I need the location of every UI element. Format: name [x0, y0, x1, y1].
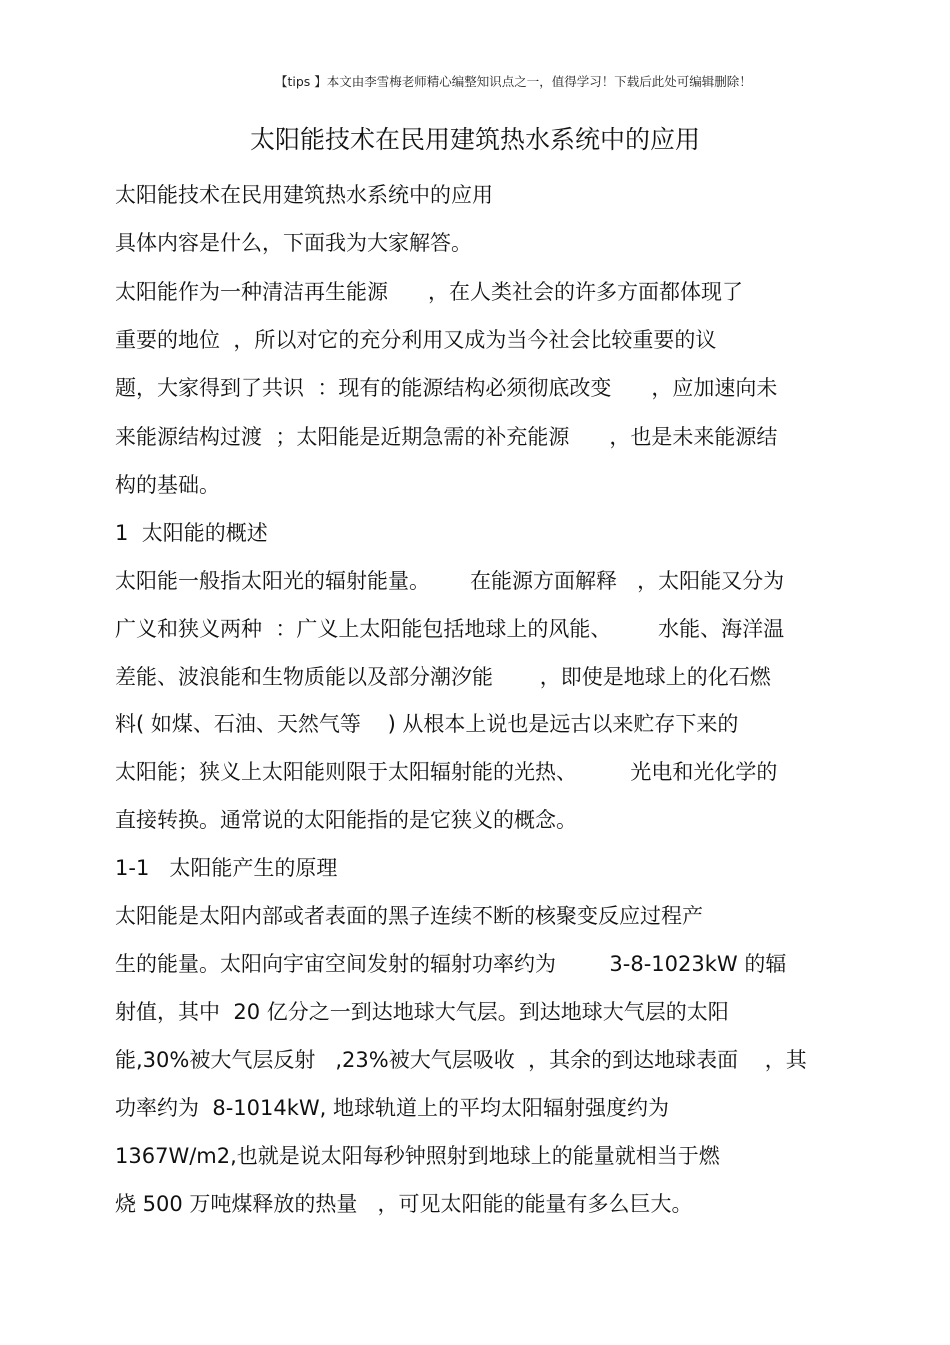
text-line: 直接转换。通常说的太阳能指的是它狭义的概念。 — [115, 808, 577, 832]
text-line: 1367W/m2,也就是说太阳每秒钟照射到地球上的能量就相当于燃 — [115, 1144, 720, 1168]
text-line: 题，大家得到了共识 ：现有的能源结构必须彻底改变 ，应加速向未 — [115, 376, 778, 400]
text-line: 太阳能一般指太阳光的辐射能量。 在能源方面解释 ，太阳能又分为 — [115, 569, 785, 593]
text-line: 重要的地位 ，所以对它的充分利用又成为当今社会比较重要的议 — [115, 328, 717, 352]
text-line: 料( 如煤、石油、天然气等 ) 从根本上说也是远古以来贮存下来的 — [115, 712, 739, 736]
text-line: 来能源结构过渡 ；太阳能是近期急需的补充能源 ，也是未来能源结 — [115, 425, 778, 449]
text-line: 差能、波浪能和生物质能以及部分潮汐能 ，即使是地球上的化石燃 — [115, 665, 771, 689]
text-line: 太阳能技术在民用建筑热水系统中的应用 — [115, 183, 493, 207]
text-line: 构的基础。 — [115, 473, 220, 497]
text-line: 具体内容是什么，下面我为大家解答。 — [115, 231, 472, 255]
section-heading: 1-1 太阳能产生的原理 — [115, 856, 338, 880]
text-line: 太阳能是太阳内部或者表面的黑子连续不断的核聚变反应过程产 — [115, 904, 703, 928]
text-line: 射值，其中 20 亿分之一到达地球大气层。到达地球大气层的太阳 — [115, 1000, 729, 1024]
section-heading: 1 太阳能的概述 — [115, 521, 268, 545]
text-line: 太阳能；狭义上太阳能则限于太阳辐射能的光热、 光电和光化学的 — [115, 760, 778, 784]
document-title: 太阳能技术在民用建筑热水系统中的应用 — [249, 125, 700, 154]
text-line: 广义和狭义两种 ：广义上太阳能包括地球上的风能、 水能、海洋温 — [115, 617, 785, 641]
header-tips: 【tips 】本文由李雪梅老师精心编整知识点之一，值得学习！下载后此处可编辑删除！ — [275, 74, 752, 89]
text-line: 能,30%被大气层反射 ,23%被大气层吸收 ，其余的到达地球表面 ，其 — [115, 1048, 807, 1072]
text-line: 生的能量。太阳向宇宙空间发射的辐射功率约为 3-8-1023kW 的辐 — [115, 952, 787, 976]
text-line: 太阳能作为一种清洁再生能源 ，在人类社会的许多方面都体现了 — [115, 280, 744, 304]
text-line: 烧 500 万吨煤释放的热量 ，可见太阳能的能量有多么巨大。 — [115, 1192, 693, 1216]
text-line: 功率约为 8-1014kW, 地球轨道上的平均太阳辐射强度约为 — [115, 1096, 670, 1120]
